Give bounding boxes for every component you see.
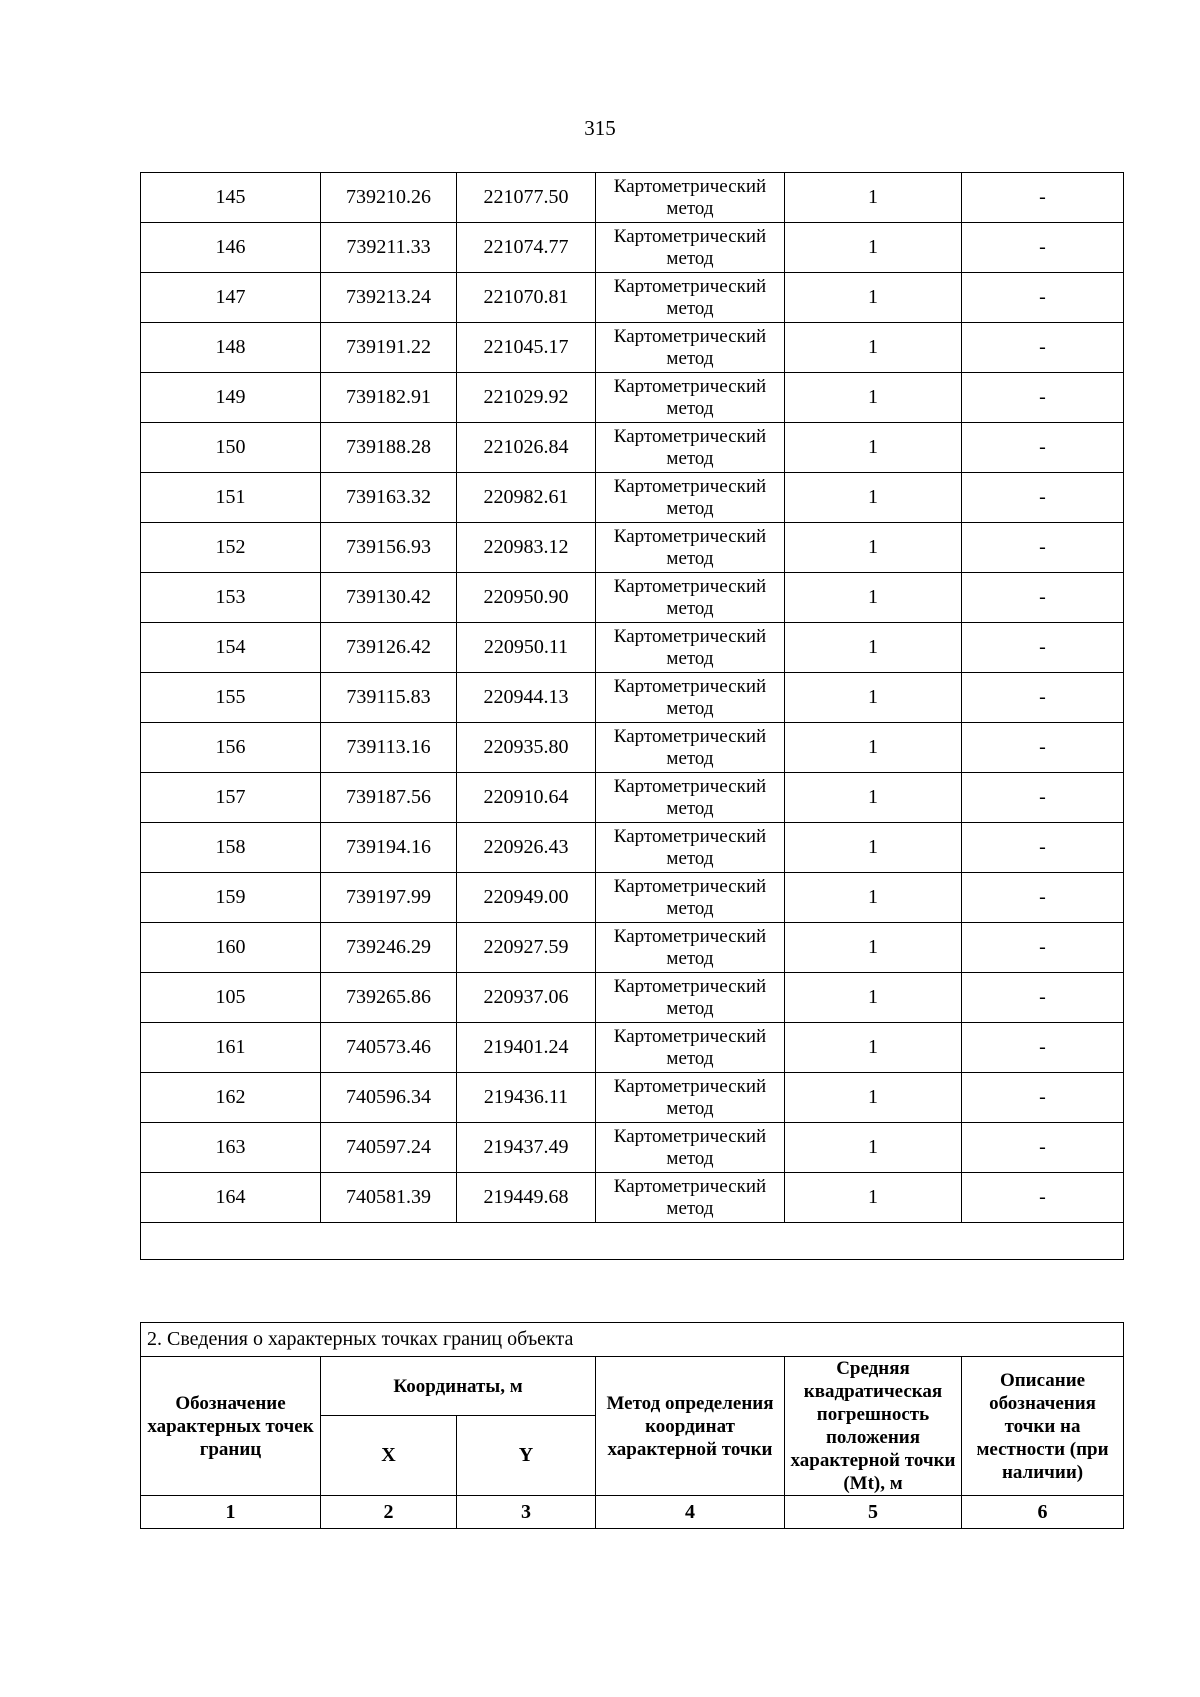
y-cell: 220983.12 [457,523,596,573]
table-row [141,273,1124,323]
method-cell [596,873,785,923]
method-line: метод [666,447,714,469]
method-line: Картометрический [613,1075,767,1097]
x-cell: 739265.86 [321,973,457,1023]
method-cell [596,923,785,973]
point-cell: 145 [141,173,321,223]
table-row [141,723,1124,773]
method-line: метод [666,647,714,669]
mt-cell: 1 [785,673,962,723]
mt-cell: 1 [785,223,962,273]
x-cell: 739188.28 [321,423,457,473]
x-cell: 739210.26 [321,173,457,223]
method-cell [596,1123,785,1173]
method-cell [596,1073,785,1123]
mt-cell: 1 [785,1073,962,1123]
mt-cell: 1 [785,623,962,673]
point-cell: 151 [141,473,321,523]
x-cell: 739211.33 [321,223,457,273]
method-line: метод [666,897,714,919]
method-line: метод [666,1097,714,1119]
point-cell: 105 [141,973,321,1023]
description-cell: - [962,373,1124,423]
method-line: метод [666,997,714,1019]
y-cell: 219449.68 [457,1173,596,1223]
column-number: 2 [321,1496,457,1529]
y-cell: 220935.80 [457,723,596,773]
method-cell [596,173,785,223]
y-cell: 221074.77 [457,223,596,273]
method-line: Картометрический [613,1125,767,1147]
point-cell: 154 [141,623,321,673]
method-line: Картометрический [613,775,767,797]
mt-cell: 1 [785,823,962,873]
mt-cell: 1 [785,773,962,823]
y-cell: 220982.61 [457,473,596,523]
method-line: метод [666,347,714,369]
y-cell: 220944.13 [457,673,596,723]
point-cell: 155 [141,673,321,723]
column-number: 6 [962,1496,1124,1529]
method-cell [596,1173,785,1223]
description-cell: - [962,673,1124,723]
point-cell: 146 [141,223,321,273]
y-cell: 220950.90 [457,573,596,623]
y-cell: 221070.81 [457,273,596,323]
method-line: метод [666,497,714,519]
table-row [141,423,1124,473]
description-cell: - [962,923,1124,973]
y-cell: 220937.06 [457,973,596,1023]
mt-cell: 1 [785,1123,962,1173]
method-cell [596,723,785,773]
column-number: 3 [457,1496,596,1529]
point-cell: 158 [141,823,321,873]
table-row [141,673,1124,723]
y-cell: 221029.92 [457,373,596,423]
point-cell: 152 [141,523,321,573]
table-row [141,173,1124,223]
mt-cell: 1 [785,923,962,973]
y-cell: 219437.49 [457,1123,596,1173]
method-line: метод [666,397,714,419]
y-cell: 220927.59 [457,923,596,973]
point-cell: 157 [141,773,321,823]
mt-cell: 1 [785,273,962,323]
method-line: Картометрический [613,825,767,847]
table-row [141,573,1124,623]
description-cell: - [962,823,1124,873]
method-line: метод [666,1147,714,1169]
description-cell: - [962,1073,1124,1123]
y-cell: 221045.17 [457,323,596,373]
x-cell: 740581.39 [321,1173,457,1223]
method-line: Картометрический [613,375,767,397]
x-cell: 739156.93 [321,523,457,573]
mt-cell: 1 [785,973,962,1023]
method-line: метод [666,847,714,869]
description-cell: - [962,573,1124,623]
method-cell [596,523,785,573]
y-cell: 219436.11 [457,1073,596,1123]
y-cell: 220950.11 [457,623,596,673]
table-row [141,1023,1124,1073]
table-row [141,823,1124,873]
section2-table [140,1322,1124,1529]
method-line: метод [666,947,714,969]
mt-cell: 1 [785,573,962,623]
description-cell: - [962,273,1124,323]
table-row [141,223,1124,273]
method-line: метод [666,1197,714,1219]
mt-cell: 1 [785,373,962,423]
x-cell: 740596.34 [321,1073,457,1123]
header-description: Описание обозначения точки на местности (при наличии) [962,1357,1124,1496]
method-cell [596,323,785,373]
method-line: метод [666,1047,714,1069]
blank-row [141,1223,1124,1260]
x-cell: 739194.16 [321,823,457,873]
method-cell [596,823,785,873]
header-y: Y [457,1416,596,1496]
header-mt: Средняя квадратическая погрешность положения характерной точки (Mt), м [785,1357,962,1496]
method-cell [596,473,785,523]
method-line: Картометрический [613,475,767,497]
y-cell: 220926.43 [457,823,596,873]
description-cell: - [962,723,1124,773]
method-line: Картометрический [613,275,767,297]
mt-cell: 1 [785,473,962,523]
mt-cell: 1 [785,423,962,473]
page-number: 315 [584,116,616,140]
method-line: Картометрический [613,875,767,897]
point-cell: 163 [141,1123,321,1173]
method-cell [596,573,785,623]
x-cell: 739197.99 [321,873,457,923]
x-cell: 739187.56 [321,773,457,823]
method-line: метод [666,747,714,769]
point-cell: 153 [141,573,321,623]
mt-cell: 1 [785,873,962,923]
mt-cell: 1 [785,1023,962,1073]
x-cell: 739246.29 [321,923,457,973]
method-line: Картометрический [613,625,767,647]
mt-cell: 1 [785,523,962,573]
method-line: Картометрический [613,675,767,697]
method-line: Картометрический [613,575,767,597]
x-cell: 739213.24 [321,273,457,323]
header-point-designation: Обозначение характерных точек границ [141,1357,321,1496]
method-cell [596,423,785,473]
point-cell: 159 [141,873,321,923]
header-x: X [321,1416,457,1496]
x-cell: 739191.22 [321,323,457,373]
table-row [141,923,1124,973]
coordinates-table [140,172,1124,1260]
table-row [141,323,1124,373]
table-row [141,1073,1124,1123]
description-cell: - [962,523,1124,573]
method-line: Картометрический [613,1025,767,1047]
method-cell [596,223,785,273]
point-cell: 161 [141,1023,321,1073]
method-cell [596,1023,785,1073]
description-cell: - [962,173,1124,223]
description-cell: - [962,1123,1124,1173]
mt-cell: 1 [785,1173,962,1223]
description-cell: - [962,1023,1124,1073]
table-row [141,523,1124,573]
point-cell: 156 [141,723,321,773]
description-cell: - [962,423,1124,473]
mt-cell: 1 [785,173,962,223]
method-line: Картометрический [613,525,767,547]
x-cell: 740597.24 [321,1123,457,1173]
description-cell: - [962,223,1124,273]
table-row [141,1123,1124,1173]
x-cell: 739115.83 [321,673,457,723]
y-cell: 220910.64 [457,773,596,823]
x-cell: 739163.32 [321,473,457,523]
table-row [141,473,1124,523]
method-line: Картометрический [613,975,767,997]
method-cell [596,273,785,323]
method-line: Картометрический [613,1175,767,1197]
description-cell: - [962,1173,1124,1223]
section2-title: 2. Сведения о характерных точках границ объекта [141,1323,1124,1357]
method-line: Картометрический [613,175,767,197]
table-row [141,373,1124,423]
point-cell: 162 [141,1073,321,1123]
x-cell: 739113.16 [321,723,457,773]
x-cell: 740573.46 [321,1023,457,1073]
header-coordinates: Координаты, м [321,1357,596,1416]
column-number: 4 [596,1496,785,1529]
point-cell: 164 [141,1173,321,1223]
x-cell: 739130.42 [321,573,457,623]
method-cell [596,623,785,673]
method-line: Картометрический [613,325,767,347]
mt-cell: 1 [785,323,962,373]
description-cell: - [962,623,1124,673]
method-line: Картометрический [613,925,767,947]
point-cell: 160 [141,923,321,973]
method-cell [596,373,785,423]
point-cell: 150 [141,423,321,473]
method-line: Картометрический [613,725,767,747]
y-cell: 220949.00 [457,873,596,923]
description-cell: - [962,323,1124,373]
table-row [141,873,1124,923]
point-cell: 149 [141,373,321,423]
point-cell: 147 [141,273,321,323]
x-cell: 739182.91 [321,373,457,423]
x-cell: 739126.42 [321,623,457,673]
table-row [141,1173,1124,1223]
method-line: метод [666,797,714,819]
method-line: метод [666,597,714,619]
method-line: Картометрический [613,425,767,447]
method-line: метод [666,247,714,269]
method-line: Картометрический [613,225,767,247]
description-cell: - [962,973,1124,1023]
method-line: метод [666,697,714,719]
method-cell [596,673,785,723]
method-line: метод [666,197,714,219]
method-cell [596,973,785,1023]
table-row [141,973,1124,1023]
description-cell: - [962,773,1124,823]
header-method: Метод определения координат характерной точки [596,1357,785,1496]
y-cell: 221026.84 [457,423,596,473]
y-cell: 219401.24 [457,1023,596,1073]
table-row [141,773,1124,823]
point-cell: 148 [141,323,321,373]
method-line: метод [666,547,714,569]
column-number: 5 [785,1496,962,1529]
mt-cell: 1 [785,723,962,773]
description-cell: - [962,873,1124,923]
y-cell: 221077.50 [457,173,596,223]
table-row [141,623,1124,673]
method-cell [596,773,785,823]
coordinates-table-body [141,173,1124,1260]
description-cell: - [962,473,1124,523]
blank-cell [141,1223,1124,1260]
method-line: метод [666,297,714,319]
column-number: 1 [141,1496,321,1529]
